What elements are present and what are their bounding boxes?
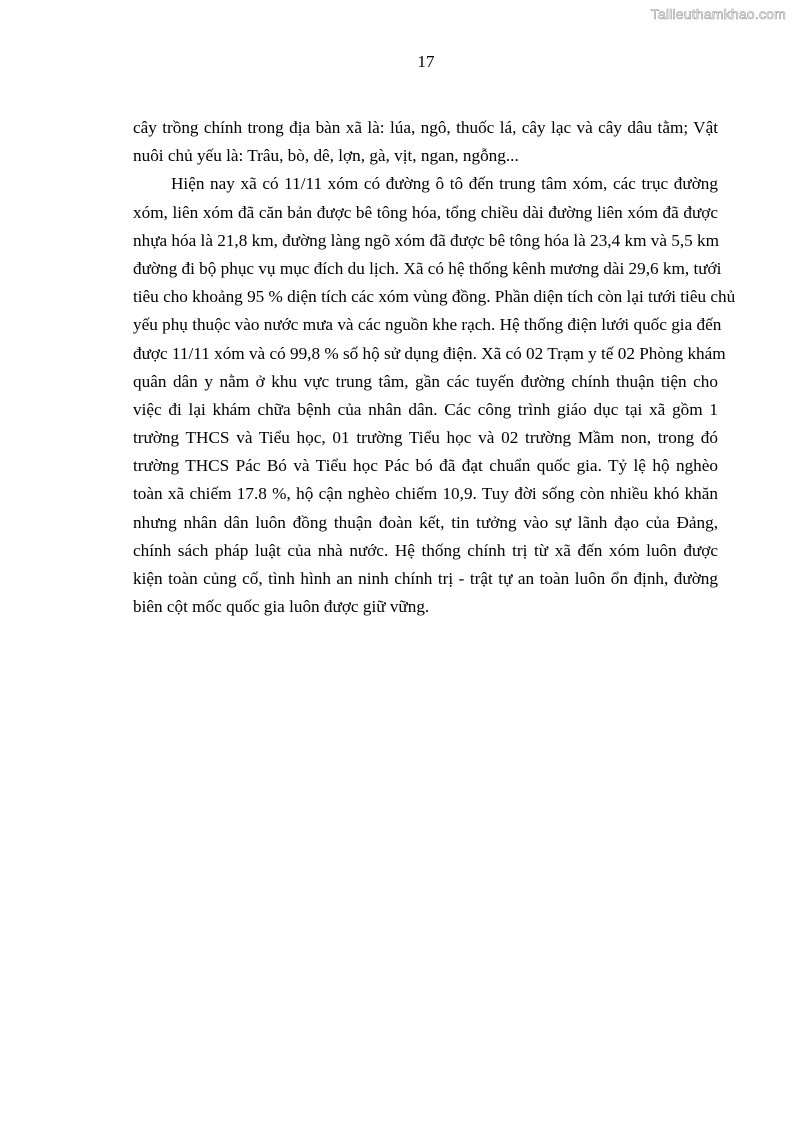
text-line: được 11/11 xóm và có 99,8 % số hộ sử dụng điện. Xã có 02 Trạm y tế 02 Phòng khám bbox=[133, 343, 726, 363]
text-line: Hiện nay xã có 11/11 xóm có đường ô tô đến trung tâm xóm, các trục đường bbox=[171, 174, 718, 194]
text-line: kiện toàn củng cố, tình hình an ninh chính trị - trật tự an toàn luôn ổn định, đường bbox=[133, 569, 718, 588]
text-line: yếu phụ thuộc vào nước mưa và các nguồn khe rạch. Hệ thống điện lưới quốc gia đến bbox=[133, 315, 722, 335]
text-line: nhựa hóa là 21,8 km, đường làng ngõ xóm đã được bê tông hóa là 23,4 km và 5,5 km bbox=[133, 230, 720, 250]
text-line: xóm, liên xóm đã căn bản được bê tông hóa, tổng chiều dài đường liên xóm đã được bbox=[133, 202, 718, 222]
document-body bbox=[133, 114, 736, 621]
text-line: biên cột mốc quốc gia luôn được giữ vững. bbox=[133, 597, 430, 617]
text-line: toàn xã chiếm 17.8 %, hộ cận nghèo chiếm 10,9. Tuy đời sống còn nhiều khó khăn bbox=[133, 484, 718, 504]
text-line: cây trồng chính trong địa bàn xã là: lúa, ngô, thuốc lá, cây lạc và cây dâu tằm; Vật bbox=[133, 118, 718, 137]
text-line: nuôi chủ yếu là: Trâu, bò, dê, lợn, gà, vịt, ngan, ngỗng... bbox=[133, 146, 519, 166]
text-line: chính sách pháp luật của nhà nước. Hệ thống chính trị từ xã đến xóm luôn được bbox=[133, 540, 718, 560]
text-line: đường đi bộ phục vụ mục đích du lịch. Xã có hệ thống kênh mương dài 29,6 km, tưới bbox=[133, 258, 722, 278]
text-line: tiêu cho khoảng 95 % diện tích các xóm vùng đồng. Phần diện tích còn lại tưới tiêu chủ bbox=[133, 287, 736, 307]
text-line: trường THCS Pác Bó và Tiểu học Pác bó đã đạt chuẩn quốc gia. Tỷ lệ hộ nghèo bbox=[133, 456, 718, 476]
text-line: nhưng nhân dân luôn đồng thuận đoàn kết, tin tưởng vào sự lãnh đạo của Đảng, bbox=[133, 512, 718, 532]
watermark: Tailieuthamkhao.com bbox=[650, 6, 786, 22]
text-line: việc đi lại khám chữa bệnh của nhân dân. Các công trình giáo dục tại xã gồm 1 bbox=[133, 399, 718, 419]
text-line: quân dân y nằm ở khu vực trung tâm, gần các tuyến đường chính thuận tiện cho bbox=[133, 371, 718, 391]
paragraph-1 bbox=[133, 114, 718, 170]
text-line: trường THCS và Tiểu học, 01 trường Tiểu học và 02 trường Mầm non, trong đó bbox=[133, 428, 718, 448]
page-number: 17 bbox=[417, 52, 435, 71]
paragraph-2 bbox=[133, 170, 736, 621]
